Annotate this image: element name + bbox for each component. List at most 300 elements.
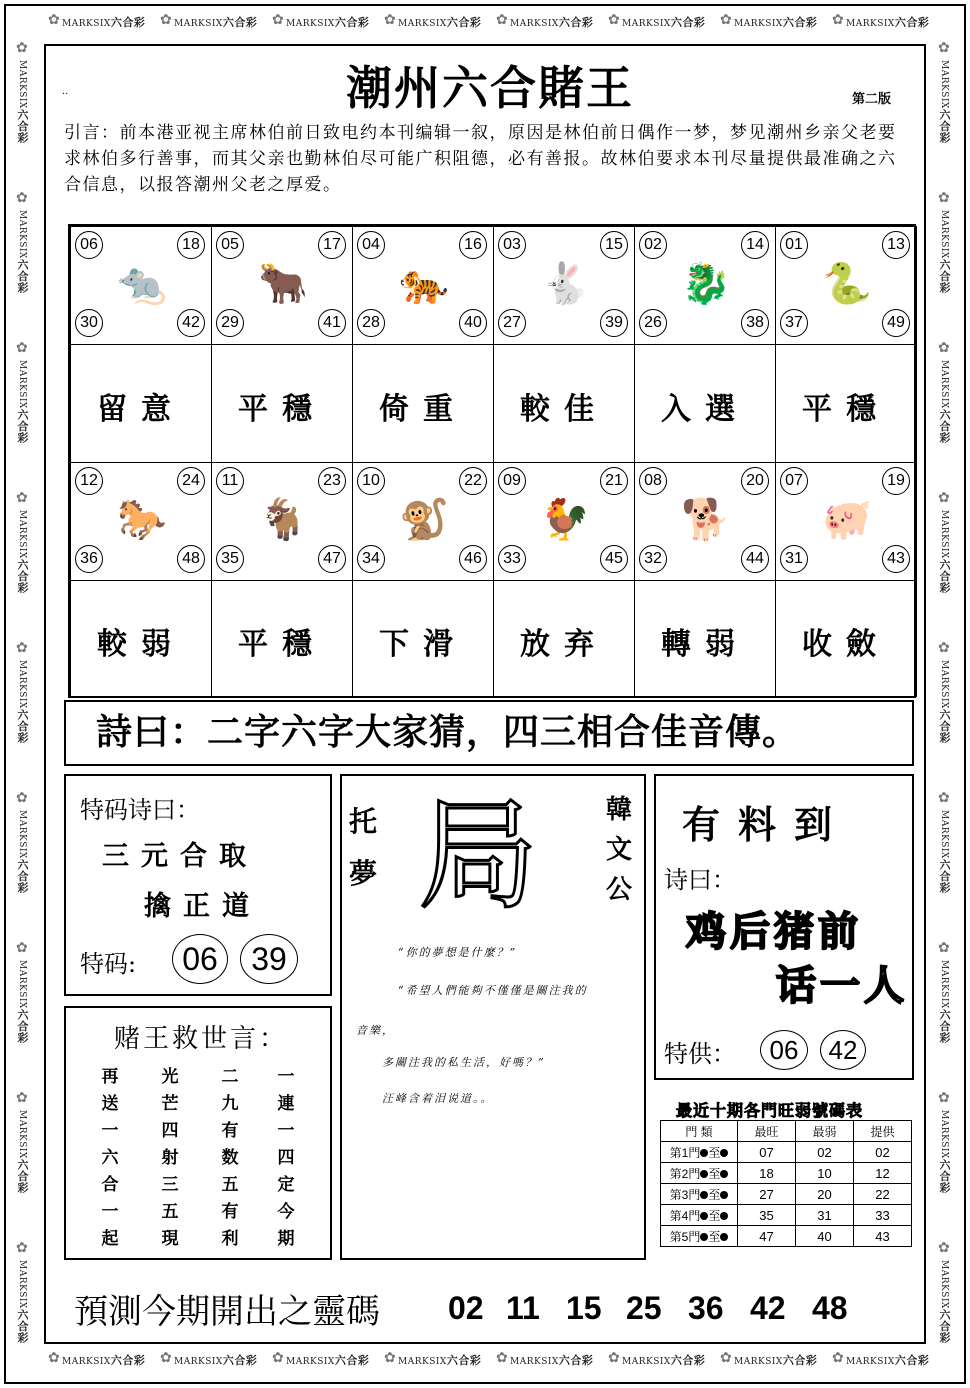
- border-brand: 六合彩: [938, 708, 951, 744]
- tema-code-1: 06: [172, 934, 228, 984]
- border-flower-icon: ✿: [938, 940, 950, 956]
- door-cell: [661, 1184, 738, 1205]
- zodiac-number: 06: [75, 231, 103, 259]
- zodiac-number: 13: [882, 231, 910, 259]
- cell-offer: 33: [854, 1205, 912, 1226]
- cell-offer: 22: [854, 1184, 912, 1205]
- zodiac-number: 46: [459, 545, 487, 573]
- zodiac-number: 01: [780, 231, 808, 259]
- zodiac-number: 23: [318, 467, 346, 495]
- center-line-2: “希望人們能夠不僅僅是關注我的: [398, 984, 588, 997]
- border-marksix: MARKSIX: [939, 1260, 949, 1309]
- tema-line-2: 擒正道: [144, 891, 261, 922]
- tema-code-2: 39: [240, 934, 298, 984]
- border-marksix: MARKSIX: [734, 1357, 783, 1367]
- border-brand: 六合彩: [782, 16, 818, 29]
- center-line-4: 多關注我的私生活，好嗎？”: [382, 1056, 546, 1069]
- border-marksix: MARKSIX: [17, 510, 27, 559]
- cell-offer: 02: [854, 1142, 912, 1163]
- zodiac-word-cell: [211, 580, 353, 697]
- border-marksix: MARKSIX: [939, 810, 949, 859]
- table-row: [661, 1184, 912, 1205]
- zodiac-word-cell: [493, 580, 635, 697]
- zodiac-cell: [634, 226, 776, 345]
- border-flower-icon: ✿: [16, 790, 28, 806]
- zodiac-word-cell: [493, 344, 635, 463]
- border-brand: 六合彩: [16, 1308, 29, 1344]
- border-brand: 六合彩: [16, 258, 29, 294]
- duwang-column: 二九有数五有利: [221, 1067, 239, 1249]
- border-marksix: MARKSIX: [939, 360, 949, 409]
- tuomeng-text: 托夢: [348, 805, 377, 890]
- border-text-left: [14, 1260, 30, 1343]
- border-flower-icon: ✿: [16, 640, 28, 656]
- prediction-number: 11: [506, 1290, 540, 1326]
- door-cell: [661, 1205, 738, 1226]
- border-brand: 六合彩: [16, 1158, 29, 1194]
- cell-hot: 18: [738, 1163, 796, 1184]
- zodiac-number: 10: [357, 467, 385, 495]
- border-text-top: [734, 14, 817, 30]
- border-marksix: MARKSIX: [846, 1357, 895, 1367]
- header-dots: ..: [62, 86, 69, 97]
- border-text-right: [936, 660, 952, 743]
- border-brand: 六合彩: [558, 1354, 594, 1367]
- cell-cold: 20: [796, 1184, 854, 1205]
- page-title: 潮州六合賭王: [346, 61, 634, 115]
- border-flower-icon: ✿: [608, 12, 620, 28]
- border-flower-icon: ✿: [16, 40, 28, 56]
- zodiac-number: 02: [639, 231, 667, 259]
- border-marksix: MARKSIX: [622, 19, 671, 29]
- zodiac-number: 36: [75, 545, 103, 573]
- zodiac-number: 45: [600, 545, 628, 573]
- border-text-left: [14, 660, 30, 743]
- border-marksix: MARKSIX: [286, 19, 335, 29]
- border-flower-icon: ✿: [496, 1350, 508, 1366]
- zodiac-number: 22: [459, 467, 487, 495]
- snake-icon: 🐍: [822, 261, 872, 307]
- zodiac-word: 平穩: [238, 627, 326, 662]
- border-brand: 六合彩: [894, 1354, 930, 1367]
- border-brand: 六合彩: [938, 1158, 951, 1194]
- zodiac-number: 42: [177, 309, 205, 337]
- border-brand: 六合彩: [16, 408, 29, 444]
- border-flower-icon: ✿: [720, 12, 732, 28]
- border-brand: 六合彩: [110, 16, 146, 29]
- border-text-left: [14, 1110, 30, 1193]
- border-flower-icon: ✿: [272, 12, 284, 28]
- zodiac-grid: [68, 224, 916, 698]
- zodiac-number: 30: [75, 309, 103, 337]
- border-marksix: MARKSIX: [17, 1110, 27, 1159]
- zodiac-number: 27: [498, 309, 526, 337]
- prediction-label: 預測今期開出之靈碼: [74, 1292, 380, 1332]
- zodiac-number: 48: [177, 545, 205, 573]
- cell-hot: 07: [738, 1142, 796, 1163]
- border-brand: 六合彩: [110, 1354, 146, 1367]
- zodiac-number: 11: [216, 467, 244, 495]
- border-flower-icon: ✿: [938, 1240, 950, 1256]
- border-brand: 六合彩: [938, 408, 951, 444]
- zodiac-number: 40: [459, 309, 487, 337]
- prediction-number: 36: [688, 1290, 724, 1326]
- door-table: [660, 1120, 912, 1247]
- border-marksix: MARKSIX: [174, 1357, 223, 1367]
- border-text-top: [174, 14, 257, 30]
- poem-text: 詩曰：二字六字大家猜，四三相合佳音傳。: [96, 712, 800, 753]
- border-brand: 六合彩: [16, 558, 29, 594]
- border-text-bottom: [286, 1352, 369, 1368]
- youliao-special-label: 特供：: [664, 1040, 736, 1068]
- tema-code-label: 特码:: [80, 950, 137, 978]
- range-label: 至: [708, 1166, 721, 1181]
- zodiac-word-cell: [352, 580, 494, 697]
- border-text-right: [936, 60, 952, 143]
- border-brand: 六合彩: [938, 1008, 951, 1044]
- border-flower-icon: ✿: [832, 12, 844, 28]
- zodiac-word-cell: [775, 344, 917, 463]
- zodiac-word: 平穩: [802, 392, 890, 427]
- zodiac-number: 14: [741, 231, 769, 259]
- border-text-right: [936, 510, 952, 593]
- tema-label: 特码诗曰：: [80, 796, 200, 824]
- door-cell: [661, 1142, 738, 1163]
- border-marksix: MARKSIX: [62, 19, 111, 29]
- zodiac-number: 28: [357, 309, 385, 337]
- center-line-5: 汪峰含着泪说道。。: [382, 1092, 494, 1105]
- ball-icon: [720, 1191, 728, 1199]
- zodiac-number: 35: [216, 545, 244, 573]
- ball-icon: [720, 1212, 728, 1220]
- range-label: 至: [708, 1145, 721, 1160]
- center-line-1: “你的夢想是什麼？”: [398, 946, 518, 959]
- border-flower-icon: ✿: [938, 1090, 950, 1106]
- zodiac-word-cell: [70, 344, 212, 463]
- border-brand: 六合彩: [938, 558, 951, 594]
- monkey-icon: 🐒: [399, 497, 449, 543]
- cell-cold: 31: [796, 1205, 854, 1226]
- border-flower-icon: ✿: [938, 790, 950, 806]
- center-line-3: 音樂，: [356, 1024, 395, 1037]
- range-label: 至: [708, 1187, 721, 1202]
- zodiac-word-cell: [70, 580, 212, 697]
- border-marksix: MARKSIX: [939, 960, 949, 1009]
- youliao-code-2: 42: [820, 1030, 866, 1070]
- zodiac-number: 49: [882, 309, 910, 337]
- border-brand: 六合彩: [782, 1354, 818, 1367]
- youliao-label: 诗曰：: [664, 866, 736, 894]
- border-flower-icon: ✿: [16, 1240, 28, 1256]
- zodiac-number: 29: [216, 309, 244, 337]
- border-marksix: MARKSIX: [286, 1357, 335, 1367]
- table-header-row: [661, 1121, 912, 1142]
- border-brand: 六合彩: [894, 16, 930, 29]
- border-marksix: MARKSIX: [17, 960, 27, 1009]
- tema-line-1: 三元合取: [102, 841, 258, 872]
- border-text-right: [936, 810, 952, 893]
- border-text-bottom: [846, 1352, 929, 1368]
- duwang-column: 再送一六合一起: [101, 1067, 119, 1249]
- border-marksix: MARKSIX: [510, 1357, 559, 1367]
- zodiac-cell: [493, 226, 635, 345]
- zodiac-number: 08: [639, 467, 667, 495]
- zodiac-number: 12: [75, 467, 103, 495]
- border-text-left: [14, 960, 30, 1043]
- range-label: 至: [708, 1229, 721, 1244]
- zodiac-number: 04: [357, 231, 385, 259]
- zodiac-word: 入選: [661, 392, 749, 427]
- border-brand: 六合彩: [222, 16, 258, 29]
- border-flower-icon: ✿: [16, 940, 28, 956]
- border-marksix: MARKSIX: [939, 60, 949, 109]
- border-marksix: MARKSIX: [846, 19, 895, 29]
- border-flower-icon: ✿: [608, 1350, 620, 1366]
- border-flower-icon: ✿: [16, 340, 28, 356]
- zodiac-word-cell: [352, 344, 494, 463]
- border-brand: 六合彩: [938, 1308, 951, 1344]
- border-text-left: [14, 510, 30, 593]
- table-row: [661, 1163, 912, 1184]
- goat-icon: 🐐: [258, 497, 308, 543]
- zodiac-word: 較佳: [520, 392, 608, 427]
- border-flower-icon: ✿: [496, 12, 508, 28]
- border-flower-icon: ✿: [384, 1350, 396, 1366]
- zodiac-word: 下滑: [379, 627, 467, 662]
- zodiac-cell: [211, 226, 353, 345]
- border-text-bottom: [398, 1352, 481, 1368]
- border-text-left: [14, 360, 30, 443]
- border-text-bottom: [510, 1352, 593, 1368]
- zodiac-word: 轉弱: [661, 627, 749, 662]
- zodiac-number: 24: [177, 467, 205, 495]
- youliao-line-2: 话一人: [776, 962, 908, 1009]
- table-row: [661, 1205, 912, 1226]
- zodiac-number: 17: [318, 231, 346, 259]
- ball-icon: [720, 1170, 728, 1178]
- border-text-right: [936, 1260, 952, 1343]
- zodiac-cell: [352, 226, 494, 345]
- border-brand: 六合彩: [16, 108, 29, 144]
- border-text-left: [14, 810, 30, 893]
- youliao-code-1: 06: [760, 1030, 808, 1070]
- zodiac-cell: [775, 226, 917, 345]
- door-label: 第3門: [669, 1187, 701, 1202]
- table-row: [661, 1226, 912, 1247]
- border-text-right: [936, 360, 952, 443]
- border-marksix: MARKSIX: [398, 1357, 447, 1367]
- door-label: 第5門: [669, 1229, 701, 1244]
- border-flower-icon: ✿: [720, 1350, 732, 1366]
- door-label: 第2門: [669, 1166, 701, 1181]
- zodiac-word-cell: [634, 580, 776, 697]
- range-label: 至: [708, 1208, 721, 1223]
- cell-hot: 35: [738, 1205, 796, 1226]
- table-title: 最近十期各門旺弱號碼表: [676, 1101, 864, 1120]
- border-brand: 六合彩: [938, 108, 951, 144]
- zodiac-number: 07: [780, 467, 808, 495]
- tiger-icon: 🐅: [399, 261, 449, 307]
- border-marksix: MARKSIX: [17, 660, 27, 709]
- border-text-top: [846, 14, 929, 30]
- zodiac-number: 05: [216, 231, 244, 259]
- border-brand: 六合彩: [558, 16, 594, 29]
- border-text-top: [62, 14, 145, 30]
- border-text-bottom: [734, 1352, 817, 1368]
- duwang-title: 赌王救世言：: [114, 1024, 289, 1054]
- cell-offer: 12: [854, 1163, 912, 1184]
- cell-cold: 02: [796, 1142, 854, 1163]
- youliao-line-1: 鸡后猪前: [686, 908, 862, 955]
- zodiac-cell: [70, 226, 212, 345]
- big-character: 局: [418, 787, 538, 926]
- border-brand: 六合彩: [670, 16, 706, 29]
- border-flower-icon: ✿: [938, 40, 950, 56]
- header-hot: 最旺: [738, 1121, 796, 1142]
- zodiac-number: 44: [741, 545, 769, 573]
- prediction-number: 15: [566, 1290, 602, 1326]
- cell-hot: 27: [738, 1184, 796, 1205]
- dog-icon: 🐕: [681, 497, 731, 543]
- border-marksix: MARKSIX: [17, 810, 27, 859]
- border-marksix: MARKSIX: [174, 19, 223, 29]
- cell-cold: 40: [796, 1226, 854, 1247]
- border-flower-icon: ✿: [938, 340, 950, 356]
- zodiac-number: 34: [357, 545, 385, 573]
- zodiac-number: 26: [639, 309, 667, 337]
- zodiac-number: 21: [600, 467, 628, 495]
- border-flower-icon: ✿: [160, 1350, 172, 1366]
- zodiac-number: 32: [639, 545, 667, 573]
- zodiac-cell: [634, 462, 776, 581]
- border-text-top: [286, 14, 369, 30]
- border-flower-icon: ✿: [16, 1090, 28, 1106]
- border-marksix: MARKSIX: [734, 19, 783, 29]
- border-brand: 六合彩: [16, 858, 29, 894]
- prediction-number: 48: [812, 1290, 848, 1326]
- border-flower-icon: ✿: [48, 1350, 60, 1366]
- zodiac-number: 18: [177, 231, 205, 259]
- border-text-right: [936, 960, 952, 1043]
- zodiac-word: 平穩: [238, 392, 326, 427]
- border-brand: 六合彩: [334, 1354, 370, 1367]
- border-marksix: MARKSIX: [62, 1357, 111, 1367]
- border-marksix: MARKSIX: [17, 1260, 27, 1309]
- border-text-bottom: [622, 1352, 705, 1368]
- border-text-right: [936, 210, 952, 293]
- ox-icon: 🐂: [258, 261, 308, 307]
- zodiac-number: 16: [459, 231, 487, 259]
- door-label: 第4門: [669, 1208, 701, 1223]
- border-brand: 六合彩: [670, 1354, 706, 1367]
- border-marksix: MARKSIX: [17, 210, 27, 259]
- border-text-right: [936, 1110, 952, 1193]
- border-text-left: [14, 60, 30, 143]
- zodiac-cell: [211, 462, 353, 581]
- border-brand: 六合彩: [938, 258, 951, 294]
- border-brand: 六合彩: [446, 1354, 482, 1367]
- header-door: 門 類: [661, 1121, 738, 1142]
- intro-text: 引言：前本港亚视主席林伯前日致电约本刊编辑一叙，原因是林伯前日偶作一梦，梦见潮州乡亲父老要求林伯多行善事，而其父亲也勤林伯尽可能广积阻德，必有善报。故林伯要求本刊尽量提供最准确之六合信息，以报答潮州父老之厚爱。: [64, 123, 897, 195]
- border-brand: 六合彩: [446, 16, 482, 29]
- door-cell: [661, 1163, 738, 1184]
- zodiac-number: 38: [741, 309, 769, 337]
- border-text-bottom: [174, 1352, 257, 1368]
- zodiac-number: 37: [780, 309, 808, 337]
- border-marksix: MARKSIX: [398, 19, 447, 29]
- pig-icon: 🐖: [822, 497, 872, 543]
- prediction-number: 25: [626, 1290, 662, 1326]
- border-marksix: MARKSIX: [939, 660, 949, 709]
- prediction-number: 42: [750, 1290, 786, 1326]
- border-flower-icon: ✿: [938, 190, 950, 206]
- border-flower-icon: ✿: [16, 490, 28, 506]
- zodiac-number: 03: [498, 231, 526, 259]
- zodiac-word: 較弱: [97, 627, 185, 662]
- header-offer: 提供: [854, 1121, 912, 1142]
- zodiac-word: 倚重: [379, 392, 467, 427]
- border-flower-icon: ✿: [384, 12, 396, 28]
- zodiac-number: 41: [318, 309, 346, 337]
- ball-icon: [720, 1149, 728, 1157]
- cell-offer: 43: [854, 1226, 912, 1247]
- zodiac-word-cell: [775, 580, 917, 697]
- border-brand: 六合彩: [222, 1354, 258, 1367]
- border-brand: 六合彩: [16, 708, 29, 744]
- border-flower-icon: ✿: [160, 12, 172, 28]
- zodiac-number: 19: [882, 467, 910, 495]
- border-text-top: [510, 14, 593, 30]
- dragon-icon: 🐉: [681, 261, 731, 307]
- border-flower-icon: ✿: [832, 1350, 844, 1366]
- border-flower-icon: ✿: [16, 190, 28, 206]
- zodiac-number: 47: [318, 545, 346, 573]
- border-text-left: [14, 210, 30, 293]
- zodiac-number: 09: [498, 467, 526, 495]
- rabbit-icon: 🐇: [540, 261, 590, 307]
- border-text-bottom: [62, 1352, 145, 1368]
- zodiac-word: 放弃: [520, 627, 608, 662]
- border-flower-icon: ✿: [938, 490, 950, 506]
- border-flower-icon: ✿: [938, 640, 950, 656]
- rat-icon: 🐀: [117, 261, 167, 307]
- duwang-column: 光芒四射三五現: [161, 1067, 179, 1249]
- zodiac-word-cell: [211, 344, 353, 463]
- border-marksix: MARKSIX: [17, 60, 27, 109]
- border-text-top: [622, 14, 705, 30]
- zodiac-cell: [493, 462, 635, 581]
- zodiac-number: 15: [600, 231, 628, 259]
- zodiac-word-cell: [634, 344, 776, 463]
- youliao-title: 有料到: [682, 803, 851, 847]
- zodiac-number: 43: [882, 545, 910, 573]
- border-marksix: MARKSIX: [939, 1110, 949, 1159]
- cell-hot: 47: [738, 1226, 796, 1247]
- door-label: 第1門: [669, 1145, 701, 1160]
- edition-label: 第二版: [852, 92, 892, 107]
- border-brand: 六合彩: [16, 1008, 29, 1044]
- zodiac-cell: [70, 462, 212, 581]
- duwang-column: 一連一四定今期: [277, 1067, 295, 1249]
- rooster-icon: 🐓: [540, 497, 590, 543]
- border-marksix: MARKSIX: [510, 19, 559, 29]
- zodiac-cell: [352, 462, 494, 581]
- border-marksix: MARKSIX: [622, 1357, 671, 1367]
- hanwengong-text: 韓文公: [605, 795, 632, 905]
- border-flower-icon: ✿: [48, 12, 60, 28]
- zodiac-cell: [775, 462, 917, 581]
- border-marksix: MARKSIX: [17, 360, 27, 409]
